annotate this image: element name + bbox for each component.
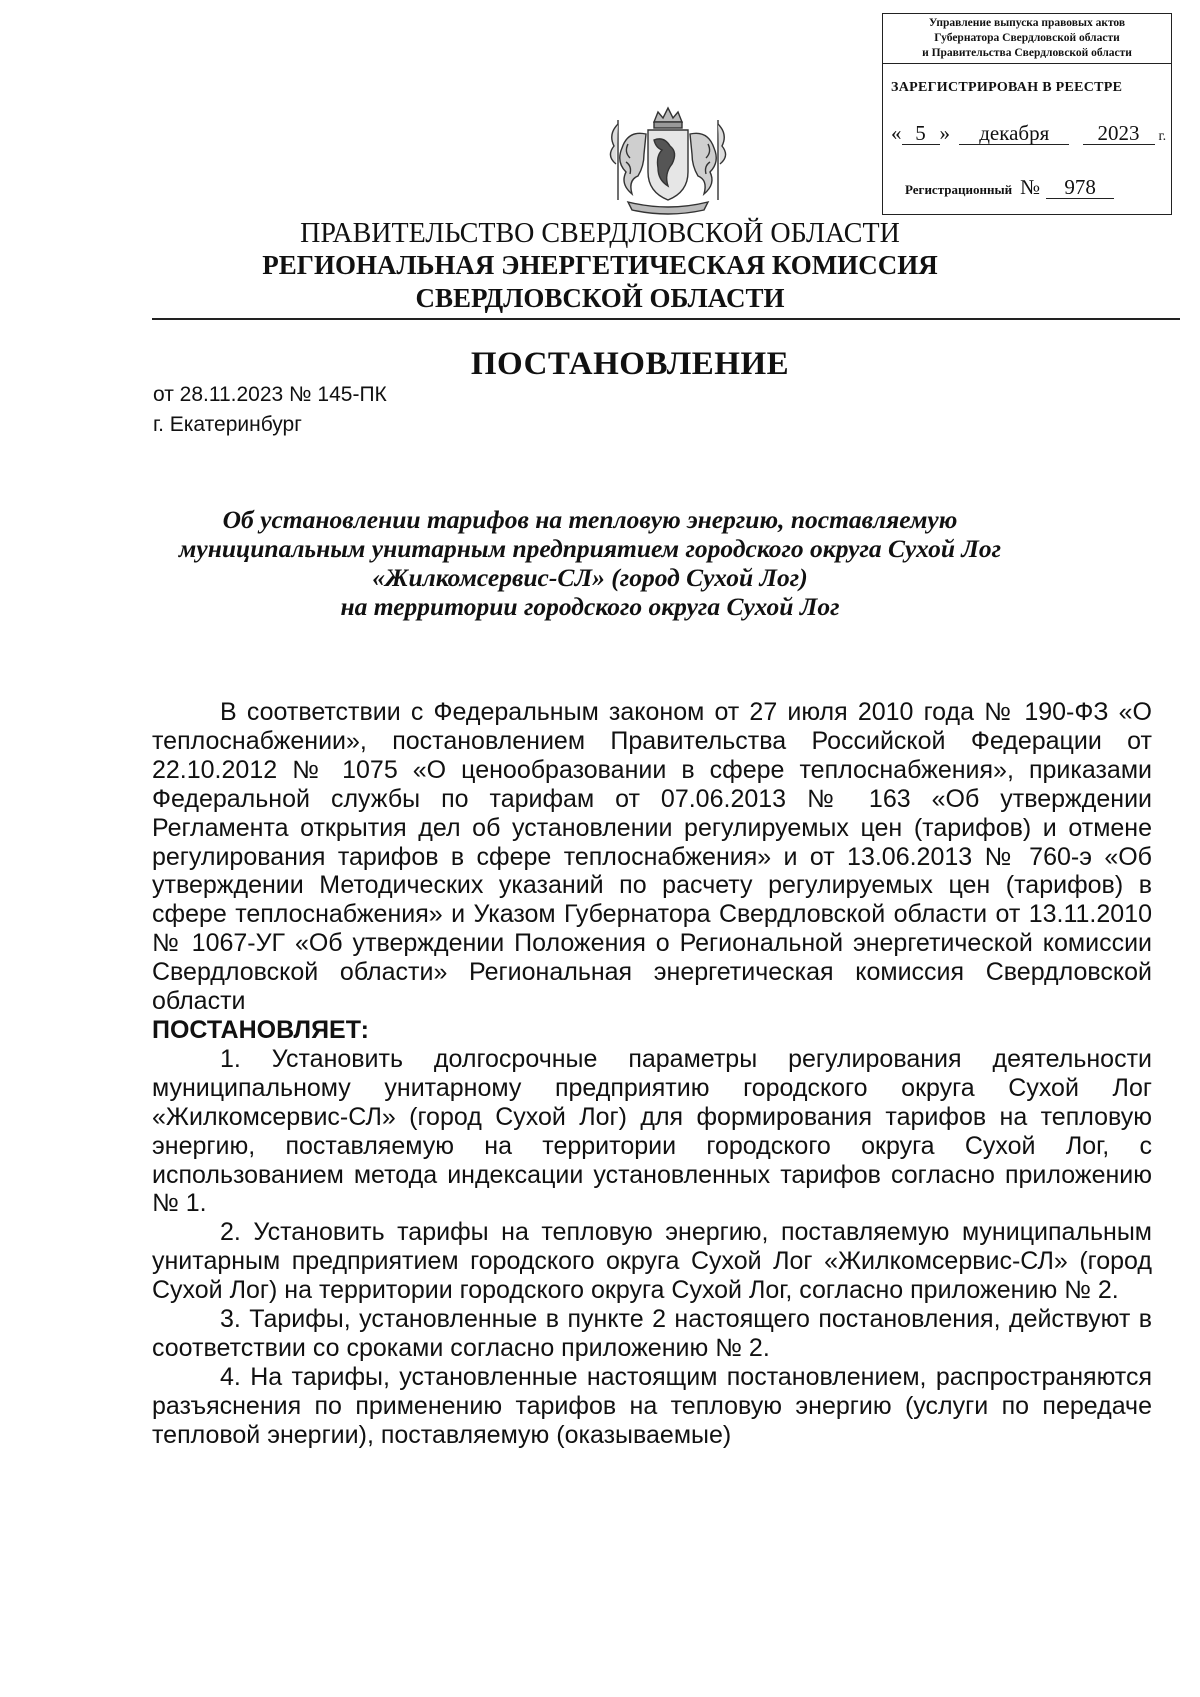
stamp-reg-number-row (905, 175, 1114, 200)
stamp-month: декабря (959, 122, 1069, 145)
stamp-office-line: Губернатора Свердловской области (934, 32, 1120, 44)
document-date-number: от 28.11.2023 № 145-ПК (153, 383, 387, 406)
clause-1: 1. Установить долгосрочные параметры регулирования деятельности муниципальному унитарному предприятию городского округа Сухой Лог «Жилкомсервис-СЛ» (город Сухой Лог) для формирования тарифов на тепловую энергию, поставляемую на территории городского округа Сухой Лог, с использованием метода индексации установленных тарифов согласно приложению № 1. (152, 1044, 1152, 1218)
stamp-registered-label: ЗАРЕГИСТРИРОВАН В РЕЕСТРЕ (891, 80, 1123, 95)
document-type-heading: ПОСТАНОВЛЕНИЕ (470, 346, 790, 382)
document-body (152, 698, 1152, 1450)
coat-of-arms-emblem (598, 100, 738, 218)
decree-heading: ПОСТАНОВЛЯЕТ: (152, 1015, 369, 1044)
clause-2: 2. Установить тарифы на тепловую энергию, поставляемую муниципальным унитарным предприятием городского округа Сухой Лог «Жилкомсервис-СЛ» (город Сухой Лог) на территории городского округа Сухой Лог, согласно приложению № 2. (152, 1218, 1152, 1305)
stamp-close-quote: » (939, 121, 950, 145)
commission-name-line1: РЕГИОНАЛЬНАЯ ЭНЕРГЕТИЧЕСКАЯ КОМИССИЯ (262, 250, 938, 280)
stamp-num-sign: № (1020, 175, 1041, 199)
stamp-open-quote: « (891, 121, 902, 145)
stamp-office-line: и Правительства Свердловской области (922, 47, 1132, 59)
clause-3: 3. Тарифы, установленные в пункте 2 настоящего постановления, действуют в соответствии со сроками согласно приложению № 2. (152, 1305, 1152, 1362)
document-title (150, 505, 1030, 621)
stamp-reg-number: 978 (1046, 176, 1114, 199)
stamp-date (891, 121, 1166, 146)
stamp-reg-label: Регистрационный (905, 182, 1013, 197)
stamp-year-suffix: г. (1158, 129, 1167, 144)
stamp-year: 2023 (1083, 122, 1155, 145)
clause-4: 4. На тарифы, установленные настоящим постановлением, распространяются разъяснения по применению тарифов на тепловую энергию (услуги по передаче тепловой энергии), поставляемую (оказываемые) (152, 1362, 1152, 1449)
commission-name-line2: СВЕРДЛОВСКОЙ ОБЛАСТИ (415, 283, 785, 313)
title-line: Об установлении тарифов на тепловую энергию, поставляемую (222, 505, 958, 534)
title-line: «Жилкомсервис-СЛ» (город Сухой Лог) (372, 563, 808, 592)
stamp-office-line: Управление выпуска правовых актов (928, 17, 1126, 29)
header-divider (152, 318, 1180, 320)
registration-stamp (882, 13, 1172, 215)
stamp-office-header (883, 14, 1171, 64)
preamble-paragraph: В соответствии с Федеральным законом от 27 июля 2010 года № 190-ФЗ «О теплоснабжении», постановлением Правительства Российской Федерации от 22.10.2012 № 1075 «О ценообразовании в сфере теплоснабжения», приказами Федеральной службы по тарифам от 07.06.2013 № 163 «Об утверждении Регламента открытия дел об установлении регулируемых цен (тарифов) и отмене регулирования тарифов в сфере теплоснабжения» и от 13.06.2013 № 760-э «Об утверждении Методических указаний по расчету регулируемых цен (тарифов) в сфере теплоснабжения» и Указом Губернатора Свердловской области от 13.11.2010 № 1067-УГ «Об утверждении Положения о Региональной энергетической комиссии Свердловской области» Региональная энергетическая комиссия Свердловской области (152, 698, 1152, 1016)
title-line: на территории городского округа Сухой Лог (340, 592, 840, 621)
stamp-day: 5 (902, 122, 940, 145)
government-name: ПРАВИТЕЛЬСТВО СВЕРДЛОВСКОЙ ОБЛАСТИ (300, 218, 900, 249)
title-line: муниципальным унитарным предприятием городского округа Сухой Лог (178, 534, 1002, 563)
document-city: г. Екатеринбург (153, 413, 302, 436)
